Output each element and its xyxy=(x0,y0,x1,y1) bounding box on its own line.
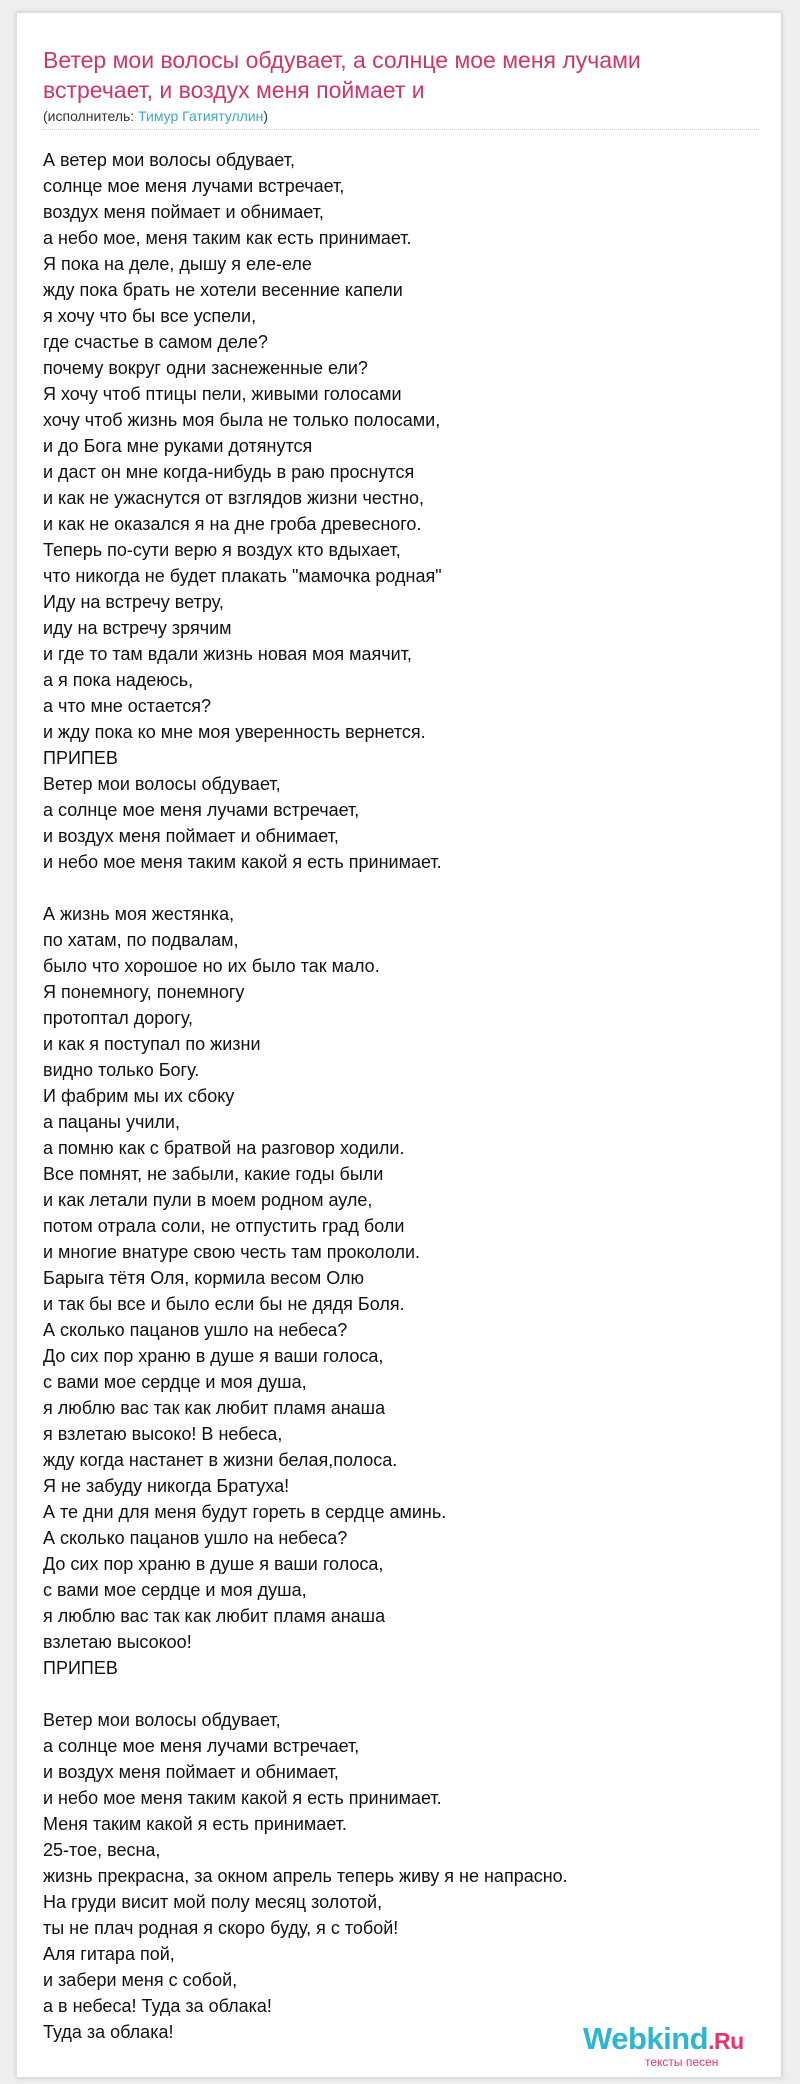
performer-suffix: ) xyxy=(263,108,269,124)
lyric-line: и забери меня с собой, xyxy=(43,1970,238,1990)
lyric-line: До сих пор храню в душе я ваши голоса, xyxy=(43,1346,384,1366)
lyric-line: До сих пор храню в душе я ваши голоса, xyxy=(43,1554,384,1574)
lyric-line: жду когда настанет в жизни белая,полоса. xyxy=(43,1450,398,1470)
lyric-line: А жизнь моя жестянка, xyxy=(43,904,235,924)
lyric-line: иду на встречу зрячим xyxy=(43,618,232,638)
lyric-line: а в небеса! Туда за облака! xyxy=(43,1996,272,2016)
lyric-line: Я не забуду никогда Братуха! xyxy=(43,1476,290,1496)
performer-line xyxy=(43,107,268,125)
lyric-line: Теперь по-сути верю я воздух кто вдыхает, xyxy=(43,540,401,560)
lyric-line: а солнце мое меня лучами встречает, xyxy=(43,1736,360,1756)
lyric-line: было что хорошое но их было так мало. xyxy=(43,956,380,976)
lyric-line: с вами мое сердце и моя душа, xyxy=(43,1580,307,1600)
lyric-line: где счастье в самом деле? xyxy=(43,332,268,352)
lyrics-page xyxy=(16,12,782,2078)
lyric-line: а что мне остается? xyxy=(43,696,212,716)
lyric-line: И фабрим мы их сбоку xyxy=(43,1086,235,1106)
lyric-line: с вами мое сердце и моя душа, xyxy=(43,1372,307,1392)
artist-link[interactable]: Тимур Гатиятуллин xyxy=(138,108,264,124)
lyric-line: а помню как с братвой на разговор ходили. xyxy=(43,1138,405,1158)
lyric-line: хочу чтоб жизнь моя была не только полосами, xyxy=(43,410,441,430)
lyric-line: А сколько пацанов ушло на небеса? xyxy=(43,1528,348,1548)
lyric-line: я люблю вас так как любит пламя анаша xyxy=(43,1606,386,1626)
lyric-line: и даст он мне когда-нибудь в раю проснутся xyxy=(43,462,415,482)
lyric-line: и так бы все и было если бы не дядя Боля. xyxy=(43,1294,405,1314)
logo-tld-text: .Ru xyxy=(708,2028,744,2054)
lyric-line: ПРИПЕВ xyxy=(43,748,118,768)
song-title: Ветер мои волосы обдувает, а солнце мое меня лучами встречает, и воздух меня поймает и xyxy=(43,47,641,103)
lyric-line: почему вокруг одни заснеженные ели? xyxy=(43,358,368,378)
lyric-line: и как я поступал по жизни xyxy=(43,1034,261,1054)
lyric-line: и небо мое меня таким какой я есть принимает. xyxy=(43,852,442,872)
lyric-line: что никогда не будет плакать "мамочка родная" xyxy=(43,566,442,586)
lyric-line: и до Бога мне руками дотянутся xyxy=(43,436,313,456)
lyric-line: ты не плач родная я скоро буду, я с тобой! xyxy=(43,1918,399,1938)
title-divider xyxy=(43,129,759,130)
lyric-line: видно только Богу. xyxy=(43,1060,200,1080)
lyric-line: Меня таким какой я есть принимает. xyxy=(43,1814,347,1834)
lyric-line xyxy=(43,1681,763,1707)
lyric-line: Аля гитара пой, xyxy=(43,1944,175,1964)
lyric-line: Барыга тётя Оля, кормила весом Олю xyxy=(43,1268,365,1288)
lyric-line: а я пока надеюсь, xyxy=(43,670,194,690)
site-logo[interactable] xyxy=(583,2021,783,2073)
lyric-line: ПРИПЕВ xyxy=(43,1658,118,1678)
lyric-line: и как не оказался я на дне гроба древесного. xyxy=(43,514,422,534)
logo-tagline: тексты песен xyxy=(645,2055,719,2069)
lyric-line: Туда за облака! xyxy=(43,2022,174,2042)
lyric-line: я взлетаю высоко! В небеса, xyxy=(43,1424,283,1444)
lyric-line: Все помнят, не забыли, какие годы были xyxy=(43,1164,384,1184)
lyric-line: и воздух меня поймает и обнимает, xyxy=(43,826,339,846)
lyric-line: и небо мое меня таким какой я есть принимает. xyxy=(43,1788,442,1808)
lyric-line: А те дни для меня будут гореть в сердце аминь. xyxy=(43,1502,447,1522)
lyric-line: Я хочу чтоб птицы пели, живыми голосами xyxy=(43,384,402,404)
lyric-line: а солнце мое меня лучами встречает, xyxy=(43,800,360,820)
lyric-line: солнце мое меня лучами встречает, xyxy=(43,176,345,196)
lyric-line: взлетаю высокоо! xyxy=(43,1632,192,1652)
lyrics-text xyxy=(43,147,763,2045)
lyric-line: А сколько пацанов ушло на небеса? xyxy=(43,1320,348,1340)
lyric-line: На груди висит мой полу месяц золотой, xyxy=(43,1892,383,1912)
lyric-line: и жду пока ко мне моя уверенность вернется. xyxy=(43,722,426,742)
lyric-line: Иду на встречу ветру, xyxy=(43,592,224,612)
lyric-line: я люблю вас так как любит пламя анаша xyxy=(43,1398,386,1418)
lyric-line xyxy=(43,875,763,901)
logo-main-text: Webkind xyxy=(583,2021,709,2056)
lyric-line: Ветер мои волосы обдувает, xyxy=(43,774,281,794)
lyric-line: я хочу что бы все успели, xyxy=(43,306,257,326)
lyric-line: и как летали пули в моем родном ауле, xyxy=(43,1190,373,1210)
lyric-line: 25-тое, весна, xyxy=(43,1840,161,1860)
performer-prefix: (исполнитель: xyxy=(43,108,139,124)
lyric-line: жду пока брать не хотели весенние капели xyxy=(43,280,403,300)
lyric-line: и многие внатуре свою честь там прокололи. xyxy=(43,1242,421,1262)
lyric-line: жизнь прекрасна, за окном апрель теперь живу я не напрасно. xyxy=(43,1866,568,1886)
lyric-line: Я понемногу, понемногу xyxy=(43,982,245,1002)
lyric-line: а пацаны учили, xyxy=(43,1112,180,1132)
lyric-line: протоптал дорогу, xyxy=(43,1008,194,1028)
lyric-line: и воздух меня поймает и обнимает, xyxy=(43,1762,339,1782)
lyric-line: и где то там вдали жизнь новая моя маячит, xyxy=(43,644,412,664)
lyric-line: воздух меня поймает и обнимает, xyxy=(43,202,324,222)
lyric-line: и как не ужаснутся от взглядов жизни честно, xyxy=(43,488,425,508)
lyric-line: Ветер мои волосы обдувает, xyxy=(43,1710,281,1730)
lyric-line: по хатам, по подвалам, xyxy=(43,930,239,950)
lyric-line: Я пока на деле, дышу я еле-еле xyxy=(43,254,312,274)
lyric-line: А ветер мои волосы обдувает, xyxy=(43,150,295,170)
lyric-line: а небо мое, меня таким как есть принимает. xyxy=(43,228,412,248)
lyric-line: потом отрала соли, не отпустить град боли xyxy=(43,1216,405,1236)
logo-wordmark xyxy=(583,2021,744,2059)
